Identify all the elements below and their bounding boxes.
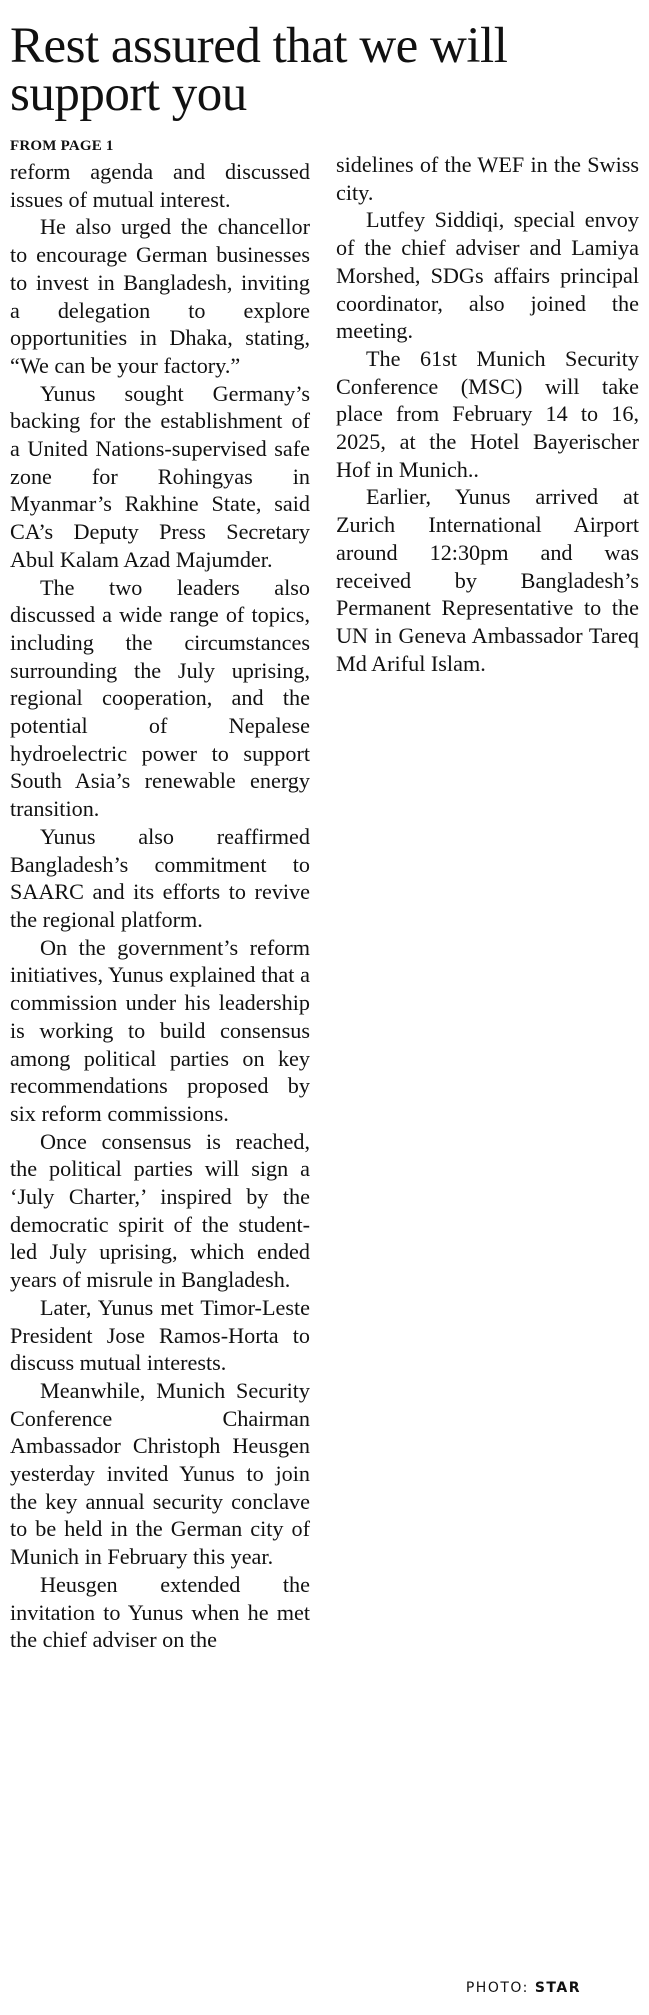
paragraph: Earlier, Yunus arrived at Zurich International Airport around 12:30pm and was received by Bangladesh’s Permanent Representative to the UN in Geneva Ambassador Tareq Md Ariful Islam. — [336, 484, 639, 676]
headline: Rest assured that we will support you — [10, 18, 508, 122]
paragraph: He also urged the chancellor to encourage German businesses to invest in Bangladesh, inviting a delegation to explore opportunities in Dhaka, stating, “We can be your factory.” — [10, 214, 310, 378]
paragraph: The 61st Munich Security Conference (MSC) will take place from February 14 to 16, 2025, at the Hotel Bayerischer Hof in Munich.. — [336, 345, 639, 482]
photo-credit — [466, 1980, 581, 1996]
paragraph: Later, Yunus met Timor-Leste President Jose Ramos-Horta to discuss mutual interests. — [10, 1294, 310, 1376]
paragraph: Heusgen extended the invitation to Yunus when he met the chief adviser on the — [10, 1571, 310, 1653]
paragraph: The two leaders also discussed a wide range of topics, including the circumstances surrounding the July uprising, regional cooperation, and the potential of Nepalese hydroelectric power to support South Asia’s renewable energy transition. — [10, 574, 310, 822]
article-column-2 — [336, 151, 639, 677]
paragraph: Once consensus is reached, the political parties will sign a ‘July Charter,’ inspired by the democratic spirit of the student-led July uprising, which ended years of misrule in Bangladesh. — [10, 1128, 310, 1293]
article-column-1 — [10, 158, 310, 1654]
photo-credit-label: PHOTO: — [465, 1980, 529, 1996]
paragraph: Lutfey Siddiqi, special envoy of the chief adviser and Lamiya Morshed, SDGs affairs principal coordinator, also joined the meeting. — [336, 207, 639, 344]
paragraph: Meanwhile, Munich Security Conference Chairman Ambassador Christoph Heusgen yesterday invited Yunus to join the key annual security conclave to be held in the German city of Munich in February this year. — [10, 1377, 310, 1570]
photo-credit-source: STAR — [534, 1980, 581, 1996]
from-page-kicker: FROM PAGE 1 — [10, 138, 114, 154]
paragraph: sidelines of the WEF in the Swiss city. — [336, 152, 639, 205]
paragraph: Yunus sought Germany’s backing for the establishment of a United Nations-supervised safe zone for Rohingyas in Myanmar’s Rakhine State, said CA’s Deputy Press Secretary Abul Kalam Azad Majumder. — [10, 380, 310, 572]
paragraph: reform agenda and discussed issues of mutual interest. — [10, 159, 310, 212]
paragraph: On the government’s reform initiatives, Yunus explained that a commission under his leadership is working to build consensus among political parties on key recommendations proposed by six reform commissions. — [10, 934, 310, 1126]
paragraph: Yunus also reaffirmed Bangladesh’s commitment to SAARC and its efforts to revive the regional platform. — [10, 823, 310, 932]
